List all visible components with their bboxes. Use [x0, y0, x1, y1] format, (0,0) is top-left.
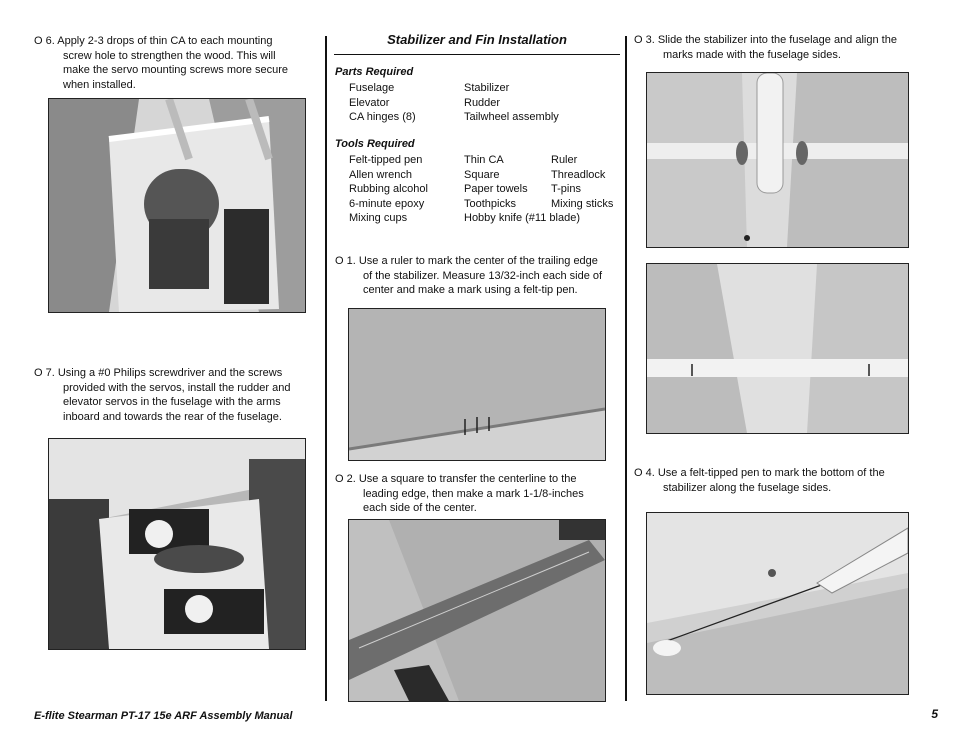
tools-item: Threadlock	[551, 168, 606, 181]
step-6-line: screw hole to strengthen the wood. This will	[63, 49, 276, 62]
footer-manual-title: E-flite Stearman PT-17 15e ARF Assembly Manual	[34, 710, 293, 722]
parts-item: Tailwheel assembly	[464, 111, 559, 123]
parts-list	[349, 81, 619, 126]
tools-list	[349, 153, 624, 228]
step-6-line: make the servo mounting screws more secure	[63, 64, 288, 76]
step-1-text	[335, 254, 620, 298]
stabilizer-alignment-image	[647, 264, 908, 433]
step-6-line: O 6. Apply 2-3 drops of thin CA to each mounting	[34, 35, 273, 47]
section-title: Stabilizer and Fin Installation	[387, 32, 567, 47]
tools-item: Mixing sticks	[551, 197, 614, 210]
step-4-text	[634, 466, 919, 495]
fuselage-interior-image	[49, 99, 305, 312]
step-7-line: inboard and towards the rear of the fuselage.	[63, 410, 282, 423]
step-7-line: O 7. Using a #0 Philips screwdriver and the screws	[34, 367, 283, 379]
step-3-line: marks made with the fuselage sides.	[663, 48, 841, 61]
parts-item: Fuselage	[349, 82, 395, 94]
tools-item: T-pins	[551, 183, 581, 195]
parts-item: CA hinges (8)	[349, 111, 416, 123]
tools-item: 6-minute epoxy	[349, 197, 425, 210]
step-7-text	[34, 366, 314, 424]
stabilizer-in-fuselage-photo	[646, 72, 909, 248]
stabilizer-trailing-edge-photo	[348, 308, 606, 461]
step-7-line: elevator servos in the fuselage with the arms	[63, 396, 281, 408]
fuselage-interior-photo	[48, 98, 306, 313]
step-4-line: stabilizer along the fuselage sides.	[663, 481, 832, 494]
section-title-underline	[334, 54, 620, 55]
step-6-line: when installed.	[63, 78, 136, 91]
stabilizer-trailing-edge-image	[349, 309, 605, 460]
step-2-line: O 2. Use a square to transfer the centerline to the	[335, 473, 577, 485]
column-divider	[325, 36, 327, 701]
tools-required-heading: Tools Required	[335, 138, 415, 150]
parts-item: Stabilizer	[464, 82, 510, 94]
tools-item: Allen wrench	[349, 168, 412, 181]
step-2-line: leading edge, then make a mark 1-1/8-inches	[363, 487, 584, 500]
step-3-text	[634, 33, 919, 62]
parts-item: Rudder	[464, 96, 501, 109]
tools-item: Felt-tipped pen	[349, 154, 423, 166]
step-7-line: provided with the servos, install the rudder and	[63, 381, 291, 394]
parts-required-heading: Parts Required	[335, 66, 414, 78]
page-number: 5	[931, 707, 938, 721]
felt-pen-marking-photo	[646, 512, 909, 695]
tools-item: Thin CA	[464, 154, 504, 166]
tools-item: Square	[464, 168, 500, 181]
step-1-line: O 1. Use a ruler to mark the center of the trailing edge	[335, 255, 598, 267]
servo-install-image	[49, 439, 305, 649]
stabilizer-alignment-photo	[646, 263, 909, 434]
tools-item: Ruler	[551, 154, 578, 166]
step-4-line: O 4. Use a felt-tipped pen to mark the bottom of the	[634, 467, 885, 479]
step-1-line: center and make a mark using a felt-tip pen.	[363, 284, 578, 296]
step-3-line: O 3. Slide the stabilizer into the fuselage and align the	[634, 34, 897, 46]
tools-item: Rubbing alcohol	[349, 183, 428, 195]
tools-item: Hobby knife (#11 blade)	[464, 212, 580, 224]
square-centerline-photo	[348, 519, 606, 702]
column-divider	[625, 36, 627, 701]
step-2-text	[335, 472, 620, 516]
parts-item: Elevator	[349, 96, 390, 109]
servo-install-photo	[48, 438, 306, 650]
step-1-line: of the stabilizer. Measure 13/32-inch each side of	[363, 269, 603, 282]
tools-item: Mixing cups	[349, 212, 408, 224]
step-6-text	[34, 34, 314, 92]
stabilizer-in-fuselage-image	[647, 73, 908, 247]
tools-item: Toothpicks	[464, 197, 516, 210]
felt-pen-marking-image	[647, 513, 908, 694]
step-2-line: each side of the center.	[363, 502, 477, 514]
square-centerline-image	[349, 520, 605, 701]
tools-item: Paper towels	[464, 183, 528, 195]
